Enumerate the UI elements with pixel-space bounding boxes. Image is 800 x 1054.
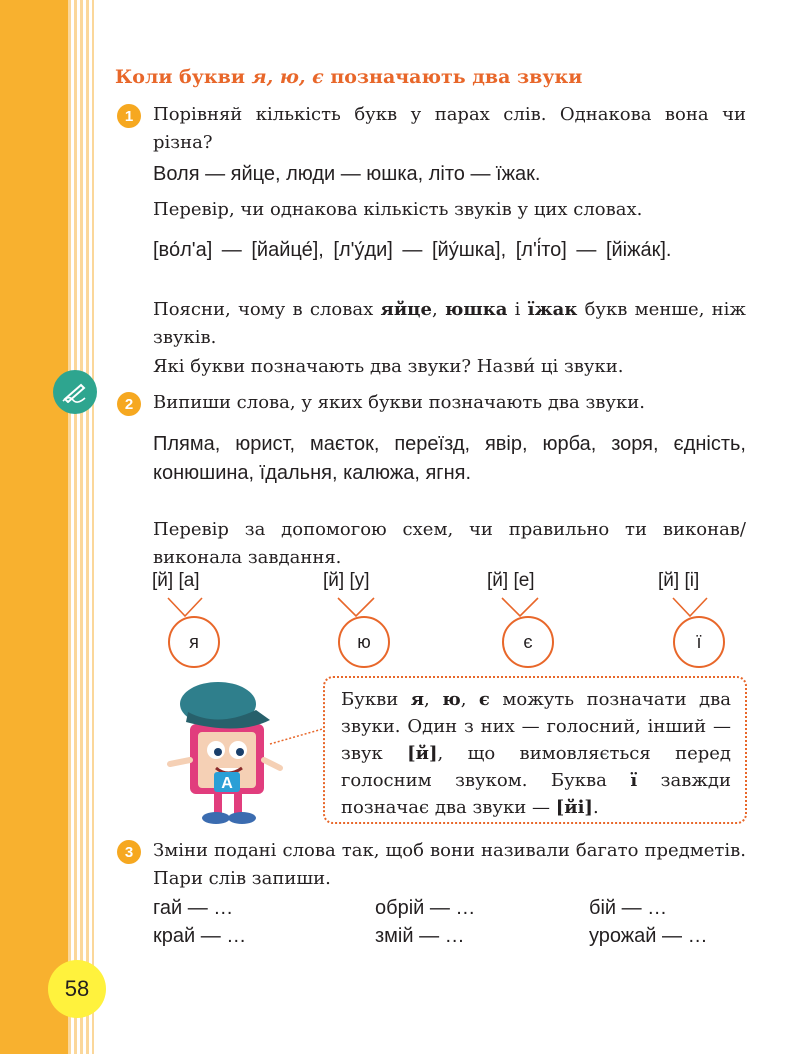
scheme-letter-3: є bbox=[502, 616, 554, 668]
scheme-letter-4: ї bbox=[673, 616, 725, 668]
bold-letter: ю bbox=[442, 689, 461, 710]
bold-sound: [й] bbox=[407, 743, 438, 764]
title-part: позначають два звуки bbox=[323, 66, 583, 88]
task-2-badge: 2 bbox=[117, 392, 141, 416]
text: завжди позначає два звуки — bbox=[341, 770, 731, 818]
scheme-letter-1: я bbox=[168, 616, 220, 668]
book-mascot-illustration bbox=[158, 676, 328, 826]
task-1-words: Воля — яйце, люди — юшка, літо — їжак. bbox=[153, 163, 541, 185]
word-item: гай — … bbox=[153, 897, 234, 919]
page-number: 58 bbox=[48, 960, 106, 1018]
text: букв менше, ніж звуків. bbox=[153, 299, 746, 348]
scheme-letter-2: ю bbox=[338, 616, 390, 668]
title-part: Коли букви bbox=[115, 66, 252, 88]
bold-word: юшка bbox=[444, 299, 508, 320]
word-item: змій — … bbox=[375, 925, 465, 947]
text: , bbox=[431, 299, 445, 320]
task-2-words: Пляма, юрист, маєток, переїзд, явір, юрба, зоря, єдність, конюшина, їдальня, калюжа, ягня. bbox=[153, 433, 746, 484]
task-2-instruction: Випиши слова, у яких букви позначають два звуки. bbox=[153, 392, 645, 413]
text: Поясни, чому в словах bbox=[153, 299, 381, 320]
text: , bbox=[424, 689, 443, 710]
scheme-sounds-3: [й] [е] bbox=[487, 570, 535, 591]
word-item: бій — … bbox=[589, 897, 668, 919]
task-1-question: Порівняй кількість букв у парах слів. Однакова вона чи різна? bbox=[153, 104, 746, 153]
scheme-sounds-1: [й] [а] bbox=[152, 570, 200, 591]
mascot-letter: А bbox=[221, 775, 233, 792]
bold-word: їжак bbox=[527, 299, 578, 320]
title-letters: я, ю, є bbox=[251, 66, 324, 88]
word-item: обрій — … bbox=[375, 897, 476, 919]
task-1-transcription: [во́л'а] — [йайце́], [л'у́ди] — [йу́шка], [л'і́то] — [йіжа́к]. bbox=[153, 239, 672, 261]
task-3-badge: 3 bbox=[117, 840, 141, 864]
text: і bbox=[507, 299, 528, 320]
scheme-sounds-2: [й] [у] bbox=[323, 570, 370, 591]
bold-letter: ї bbox=[630, 770, 638, 791]
word-item: край — … bbox=[153, 925, 247, 947]
bold-word: яйце bbox=[380, 299, 432, 320]
rule-text bbox=[341, 686, 731, 821]
text: Букви bbox=[341, 689, 411, 710]
task-1-check: Перевір, чи однакова кількість звуків у цих словах. bbox=[153, 199, 643, 220]
bold-sound: [йі] bbox=[555, 797, 593, 818]
task-1-which: Які букви позначають два звуки? Назви́ ці звуки. bbox=[153, 356, 624, 377]
task-3-instruction: Зміни подані слова так, щоб вони називали багато предметів. Пари слів запиши. bbox=[153, 840, 746, 889]
scheme-sounds-4: [й] [і] bbox=[658, 570, 700, 591]
bold-letter: є bbox=[478, 689, 490, 710]
bold-letter: я bbox=[410, 689, 424, 710]
word-item: урожай — … bbox=[589, 925, 708, 947]
text: , що вимовляється перед голосним звуком. Буква bbox=[341, 743, 731, 791]
text: , bbox=[460, 689, 479, 710]
text: . bbox=[592, 797, 599, 818]
text: можуть позначати два звуки. Один з них — голосний, інший — звук bbox=[341, 689, 731, 764]
task-2-check: Перевір за допомогою схем, чи правильно ти виконав/виконала завдання. bbox=[153, 519, 746, 568]
task-1-badge: 1 bbox=[117, 104, 141, 128]
